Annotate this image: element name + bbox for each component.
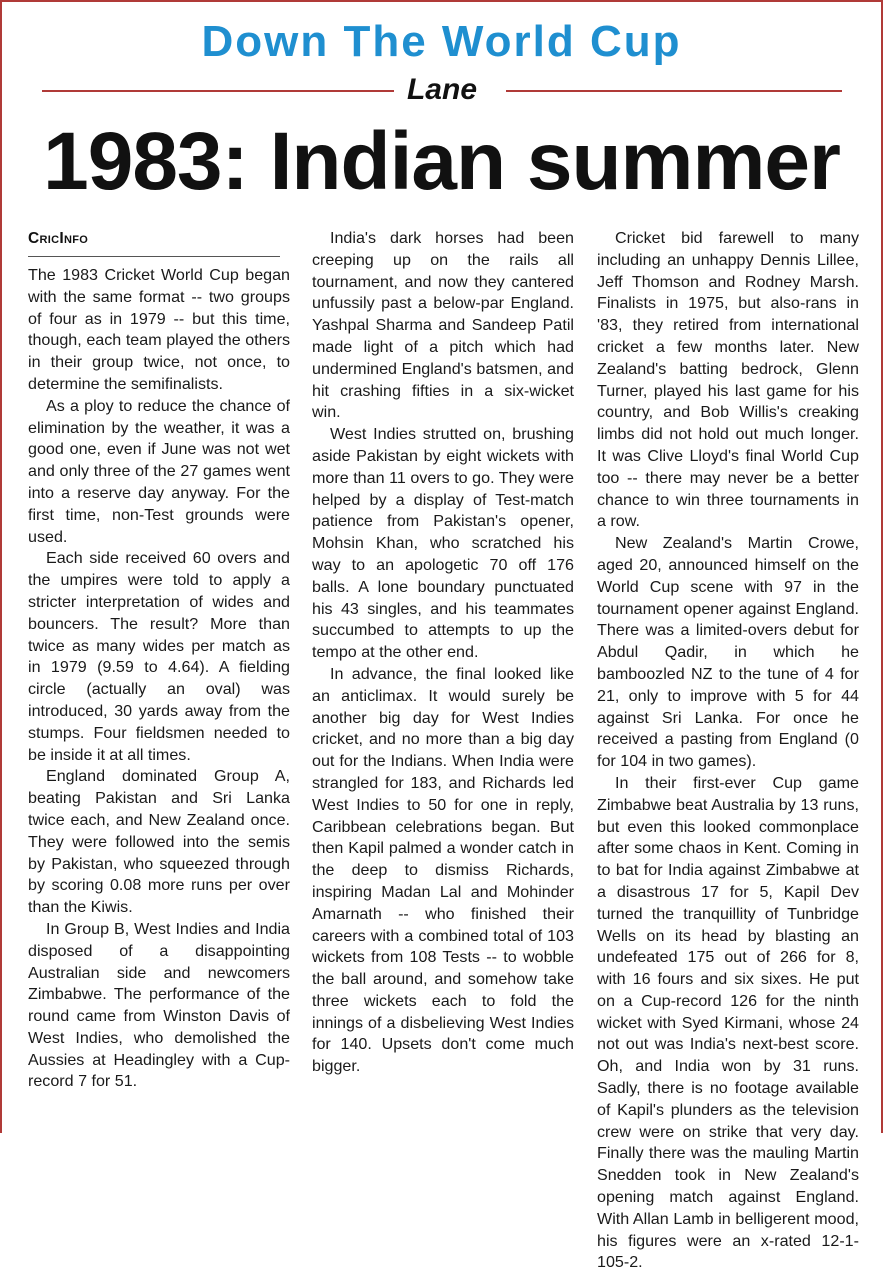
article-paragraph: West Indies strutted on, brushing aside Pakistan by eight wickets with more than 11 overs to go. They were helped by a display of Test-match patience from Pakistan's opener, Mohsin Khan, who scratched his way to an apologetic 70 off 176 balls. A lone boundary punctuated his 43 singles, and his teammates succumbed to attempts to up the tempo at the other end. (312, 425, 574, 662)
article-paragraph: The 1983 Cricket World Cup began with the same format -- two groups of four as in 1979 -- but this time, though, each team played the others in their group twice, not once, to determine the semifinalists. (28, 266, 290, 393)
article-column-1 (28, 228, 290, 1093)
article-paragraph: New Zealand's Martin Crowe, aged 20, announced himself on the World Cup scene with 97 in the tournament opener against England. There was a limited-overs debut for Abdul Qadir, in which he bamboozled NZ to the tune of 4 for 21, only to improve with 5 for 44 against Sri Lanka. For once he received a pasting from England (0 for 104 in two games). (597, 534, 859, 771)
article-paragraph: India's dark horses had been creeping up on the rails all tournament, and now they cantered unfussily past a below-par England. Yashpal Sharma and Sandeep Patil made light of a pitch which had undermined England's batsmen, and hit crashing fifties in a six-wicket win. (312, 229, 574, 422)
subkicker-row (42, 72, 842, 110)
article-paragraph: In advance, the final looked like an anticlimax. It would surely be another big day for West Indies cricket, and no more than a big day out for the Indians. When India were strangled for 183, and Richards led West Indies to 50 for one in reply, Caribbean celebrations began. But then Kapil palmed a wonder catch in the deep to dismiss Richards, inspiring Madan Lal and Mohinder Amarnath -- who finished their careers with a combined total of 103 wickets from 108 Tests -- to wobble the ball around, and somehow take three wickets each to fold the innings of a disbelieving West Indies for 140. Upsets don't come much bigger. (312, 664, 574, 1076)
article-column-3 (597, 228, 859, 1274)
article-paragraph: In their first-ever Cup game Zimbabwe beat Australia by 13 runs, but even this looked commonplace after some chaos in Kent. Coming in to bat for India against Zimbabwe at a disastrous 17 for 5, Kapil Dev turned the tranquillity of Tunbridge Wells on its head by blasting an undefeated 175 out of 266 for 8, with 16 fours and six sixes. He put on a Cup-record 126 for the ninth wicket with Syed Kirmani, whose 24 not out was India's next-best score. Oh, and India won by 31 runs. Sadly, there is no footage available of Kapil's plunders as the television crew were on strike that very day. Finally there was the mauling Martin Snedden took in New Zealand's opening match against England. With Allan Lamb in belligerent mood, his figures were an x-rated 12-1-105-2. (597, 773, 859, 1272)
headline: 1983: Indian summer (43, 116, 840, 207)
article-column-2 (312, 228, 574, 1078)
article-paragraph: As a ploy to reduce the chance of elimination by the weather, it was a good one, even if June was not wet and only three of the 27 games went into a reserve day anyway. For the first time, non-Test grounds were used. (28, 396, 290, 546)
article-paragraph: England dominated Group A, beating Pakistan and Sri Lanka twice each, and New Zealand once. They were followed into the semis by Pakistan, who squeezed through by scoring 0.08 more runs per over than the Kiwis. (28, 767, 290, 917)
article-paragraph: In Group B, West Indies and India disposed of a disappointing Australian side and newcomers Zimbabwe. The performance of the round came from Winston Davis of West Indies, who demolished the Aussies at Headingley with a Cup-record 7 for 51. (28, 919, 290, 1091)
article-paragraph: Cricket bid farewell to many including an unhappy Dennis Lillee, Jeff Thomson and Rodney Marsh. Finalists in 1975, but also-rans in '83, they retired from international cricket a few months later. New Zealand's batting bedrock, Glenn Turner, played his last game for his country, and Bob Willis's creaking limbs did not hold out much longer. It was Clive Lloyd's final World Cup too -- there may never be a better chance to win three tournaments in a row. (597, 229, 859, 531)
article-paragraph: Each side received 60 overs and the umpires were told to apply a stricter interpretation of wides and bouncers. The result? More than twice as many wides per match as in 1979 (9.59 to 4.64). A fielding circle (actually an oval) was introduced, 30 yards away from the stumps. Four fieldsmen needed to be inside it at all times. (28, 549, 290, 764)
section-kicker: Down The World Cup (201, 17, 682, 66)
subkicker: Lane (406, 73, 478, 106)
byline: CricInfo (28, 228, 280, 257)
